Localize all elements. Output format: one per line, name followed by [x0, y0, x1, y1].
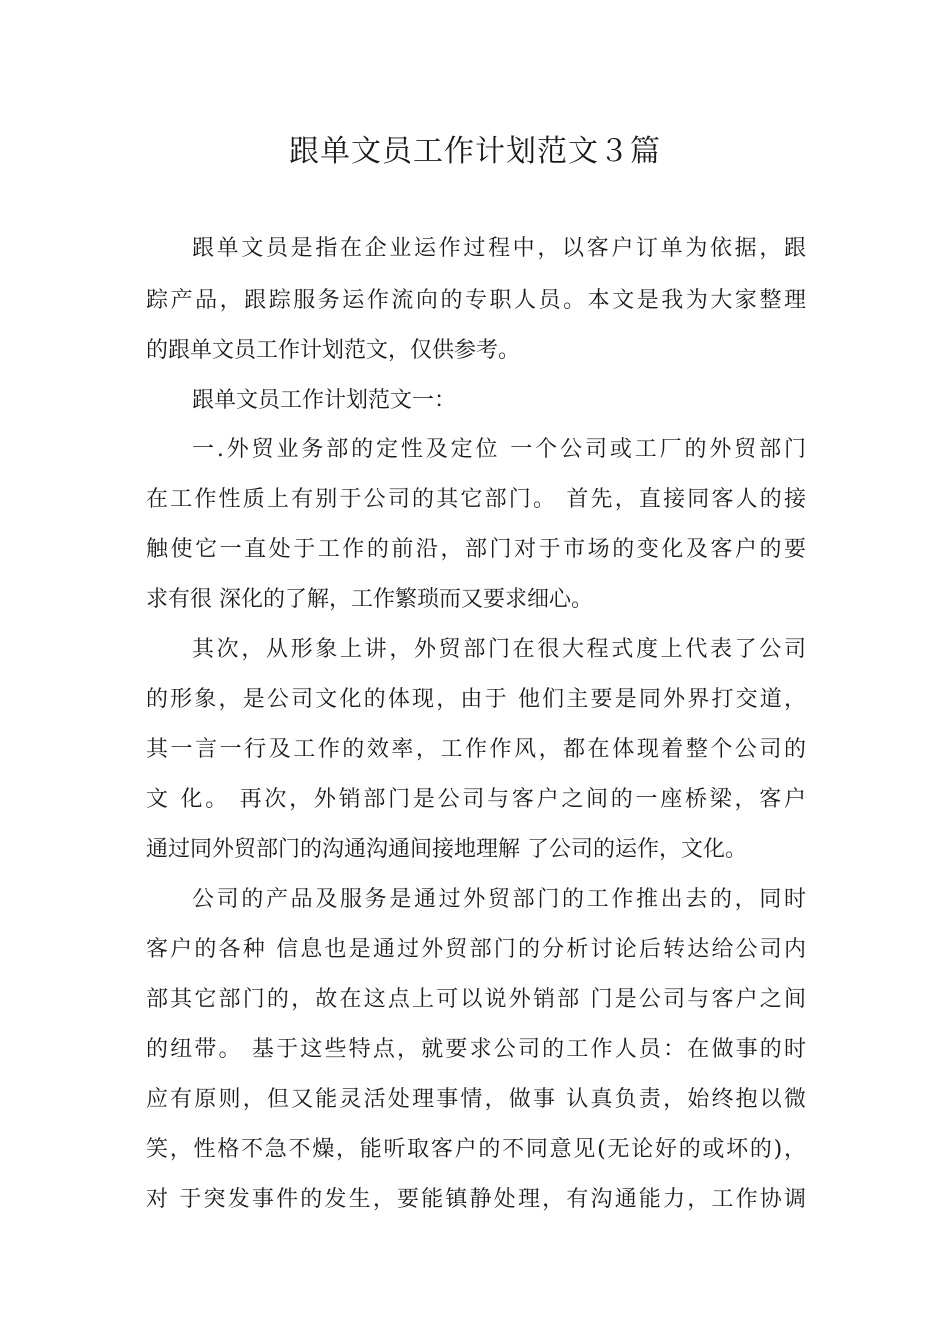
body-line: 跟单文员是指在企业运作过程中，以客户订单为依据，跟: [192, 236, 806, 261]
body-line: 公司的产品及服务是通过外贸部门的工作推出去的，同时: [192, 887, 806, 912]
body-line: 的形象，是公司文化的体现，由于 他们主要是同外界打交道，: [146, 687, 806, 712]
body-line: 部其它部门的，故在这点上可以说外销部 门是公司与客户之间: [146, 987, 806, 1012]
body-line: 触使它一直处于工作的前沿，部门对于市场的变化及客户的要: [146, 537, 806, 562]
body-line: 客户的各种 信息也是通过外贸部门的分析讨论后转达给公司内: [146, 937, 806, 962]
section-heading: 跟单文员工作计划范文一：: [192, 388, 457, 413]
body-line: 其一言一行及工作的效率，工作作风，都在体现着整个公司的: [146, 737, 806, 762]
body-line: 笑，性格不急不燥，能听取客户的不同意见(无论好的或坏的)，: [146, 1137, 806, 1162]
body-line: 求有很 深化的了解，工作繁琐而又要求细心。: [146, 587, 593, 612]
body-line: 的纽带。 基于这些特点，就要求公司的工作人员：在做事的时: [146, 1037, 806, 1062]
body-line: 文 化。 再次，外销部门是公司与客户之间的一座桥梁，客户: [146, 787, 806, 812]
body-line: 对 于突发事件的发生，要能镇静处理，有沟通能力，工作协调: [146, 1187, 806, 1212]
body-line: 应有原则，但又能灵活处理事情，做事 认真负责，始终抱以微: [146, 1087, 806, 1112]
body-line: 的跟单文员工作计划范文，仅供参考。: [146, 338, 521, 363]
body-line: 在工作性质上有别于公司的其它部门。 首先，直接同客人的接: [146, 487, 806, 512]
body-line: 其次，从形象上讲，外贸部门在很大程式度上代表了公司: [192, 637, 806, 662]
document-title: 跟单文员工作计划范文３篇: [289, 134, 661, 169]
body-line: 一.外贸业务部的定性及定位 一个公司或工厂的外贸部门: [192, 437, 806, 462]
body-line: 踪产品，跟踪服务运作流向的专职人员。本文是我为大家整理: [146, 288, 806, 313]
body-line: 通过同外贸部门的沟通沟通间接地理解 了公司的运作，文化。: [146, 837, 747, 862]
